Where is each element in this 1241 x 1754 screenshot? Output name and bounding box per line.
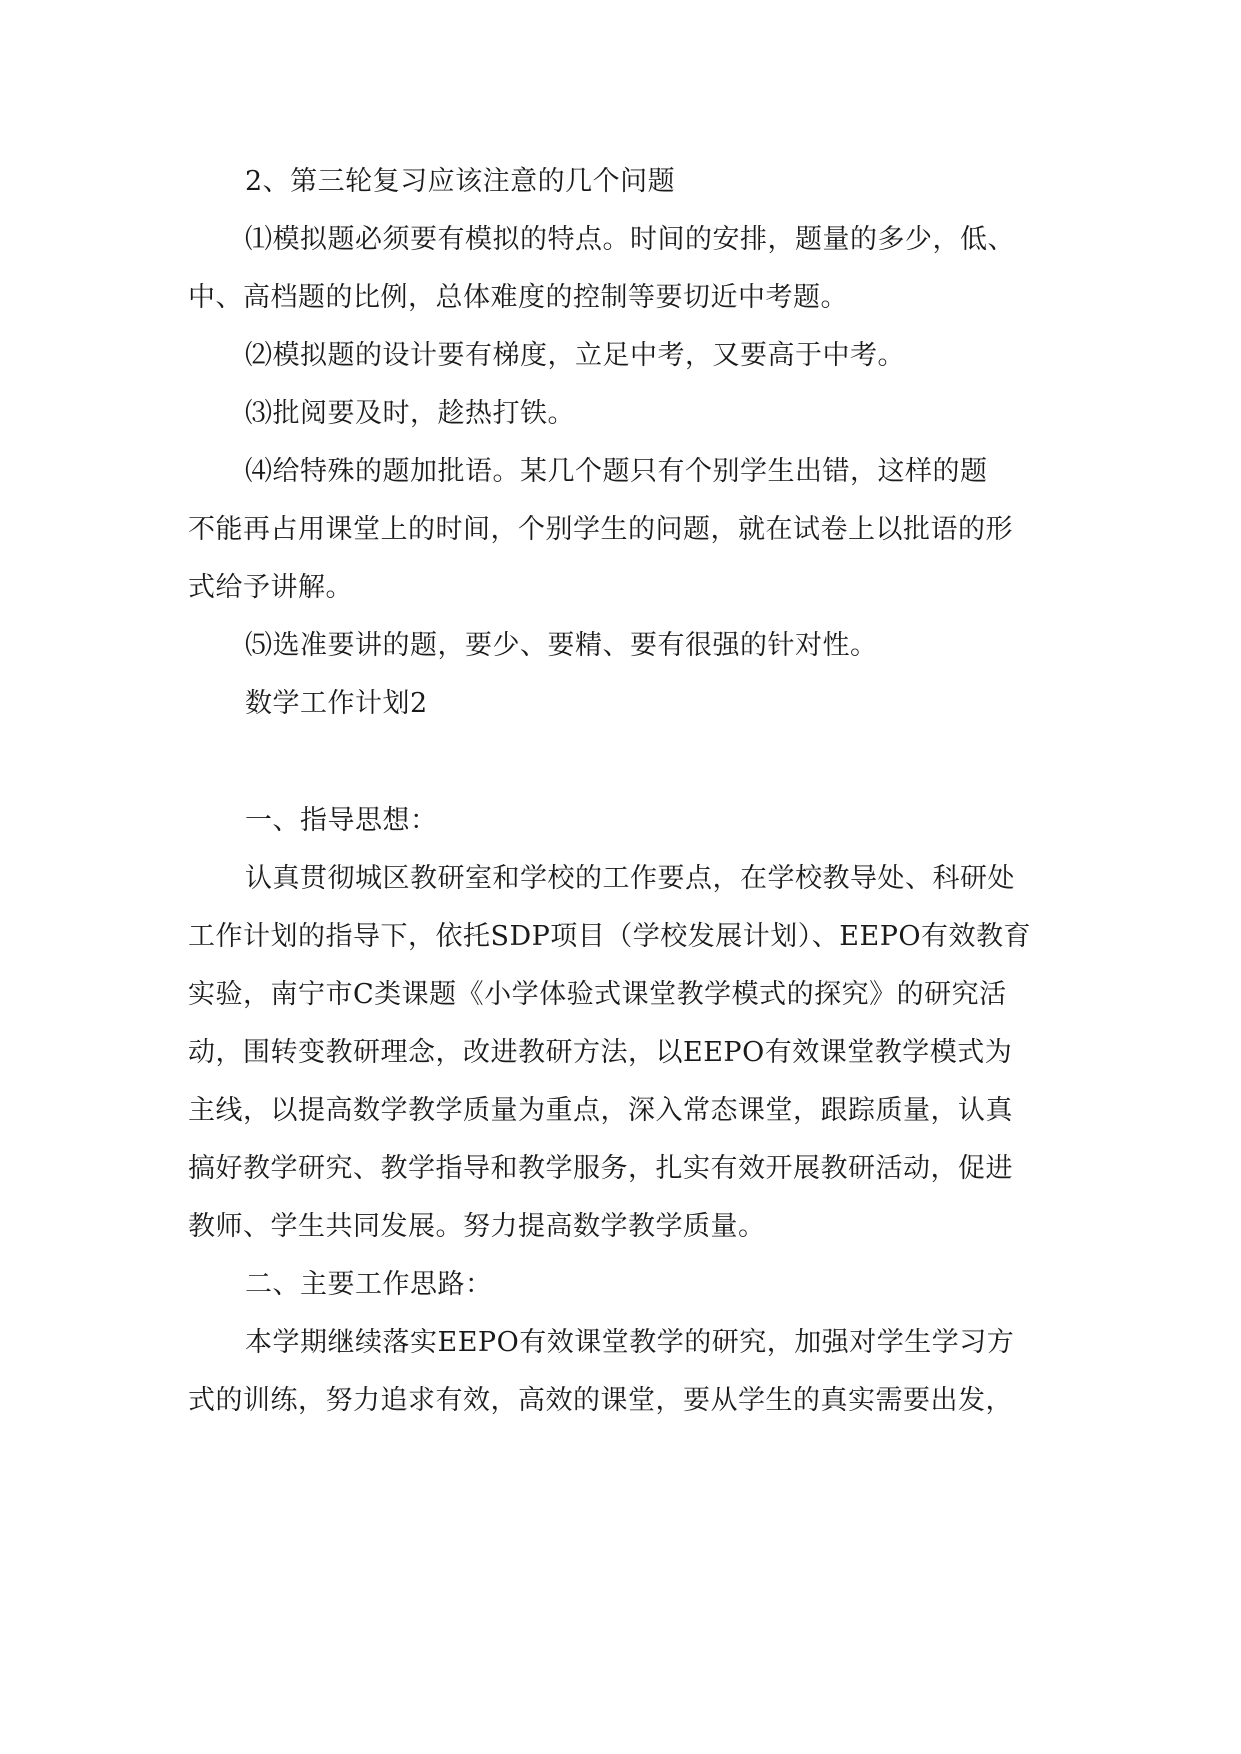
paragraph-line: 实验，南宁市C类课题《小学体验式课堂教学模式的探究》的研究活 xyxy=(188,979,1007,1010)
paragraph-line: 本学期继续落实EEPO有效课堂教学的研究，加强对学生学习方 xyxy=(245,1327,1015,1358)
paragraph-line: 中、高档题的比例，总体难度的控制等要切近中考题。 xyxy=(188,282,848,313)
document-title: 数学工作计划2 xyxy=(245,688,428,719)
paragraph-line: 工作计划的指导下，依托SDP项目（学校发展计划）、EEPO有效教育 xyxy=(188,921,1032,952)
paragraph-line: ⑶批阅要及时，趁热打铁。 xyxy=(245,398,575,429)
paragraph-line: 式给予讲解。 xyxy=(188,572,353,603)
paragraph-line: ⑷给特殊的题加批语。某几个题只有个别学生出错，这样的题 xyxy=(245,456,988,487)
section-heading: 2、第三轮复习应该注意的几个问题 xyxy=(245,166,676,197)
paragraph-line: ⑵模拟题的设计要有梯度，立足中考，又要高于中考。 xyxy=(245,340,905,371)
paragraph-line: 动，围转变教研理念，改进教研方法，以EEPO有效课堂教学模式为 xyxy=(188,1037,1013,1068)
paragraph-line: 认真贯彻城区教研室和学校的工作要点，在学校教导处、科研处 xyxy=(245,863,1015,894)
paragraph-line: ⑸选准要讲的题，要少、要精、要有很强的针对性。 xyxy=(245,630,878,661)
paragraph-line: 主线，以提高数学教学质量为重点，深入常态课堂，跟踪质量，认真 xyxy=(188,1095,1013,1126)
paragraph-line: 教师、学生共同发展。努力提高数学教学质量。 xyxy=(188,1211,766,1242)
section-heading: 一、指导思想： xyxy=(245,805,438,836)
paragraph-line: ⑴模拟题必须要有模拟的特点。时间的安排，题量的多少，低、 xyxy=(245,224,1015,255)
paragraph-line: 搞好教学研究、教学指导和教学服务，扎实有效开展教研活动，促进 xyxy=(188,1153,1013,1184)
paragraph-line: 不能再占用课堂上的时间，个别学生的问题，就在试卷上以批语的形 xyxy=(188,514,1013,545)
section-heading: 二、主要工作思路： xyxy=(245,1269,493,1300)
paragraph-line: 式的训练，努力追求有效，高效的课堂，要从学生的真实需要出发， xyxy=(188,1385,1013,1416)
